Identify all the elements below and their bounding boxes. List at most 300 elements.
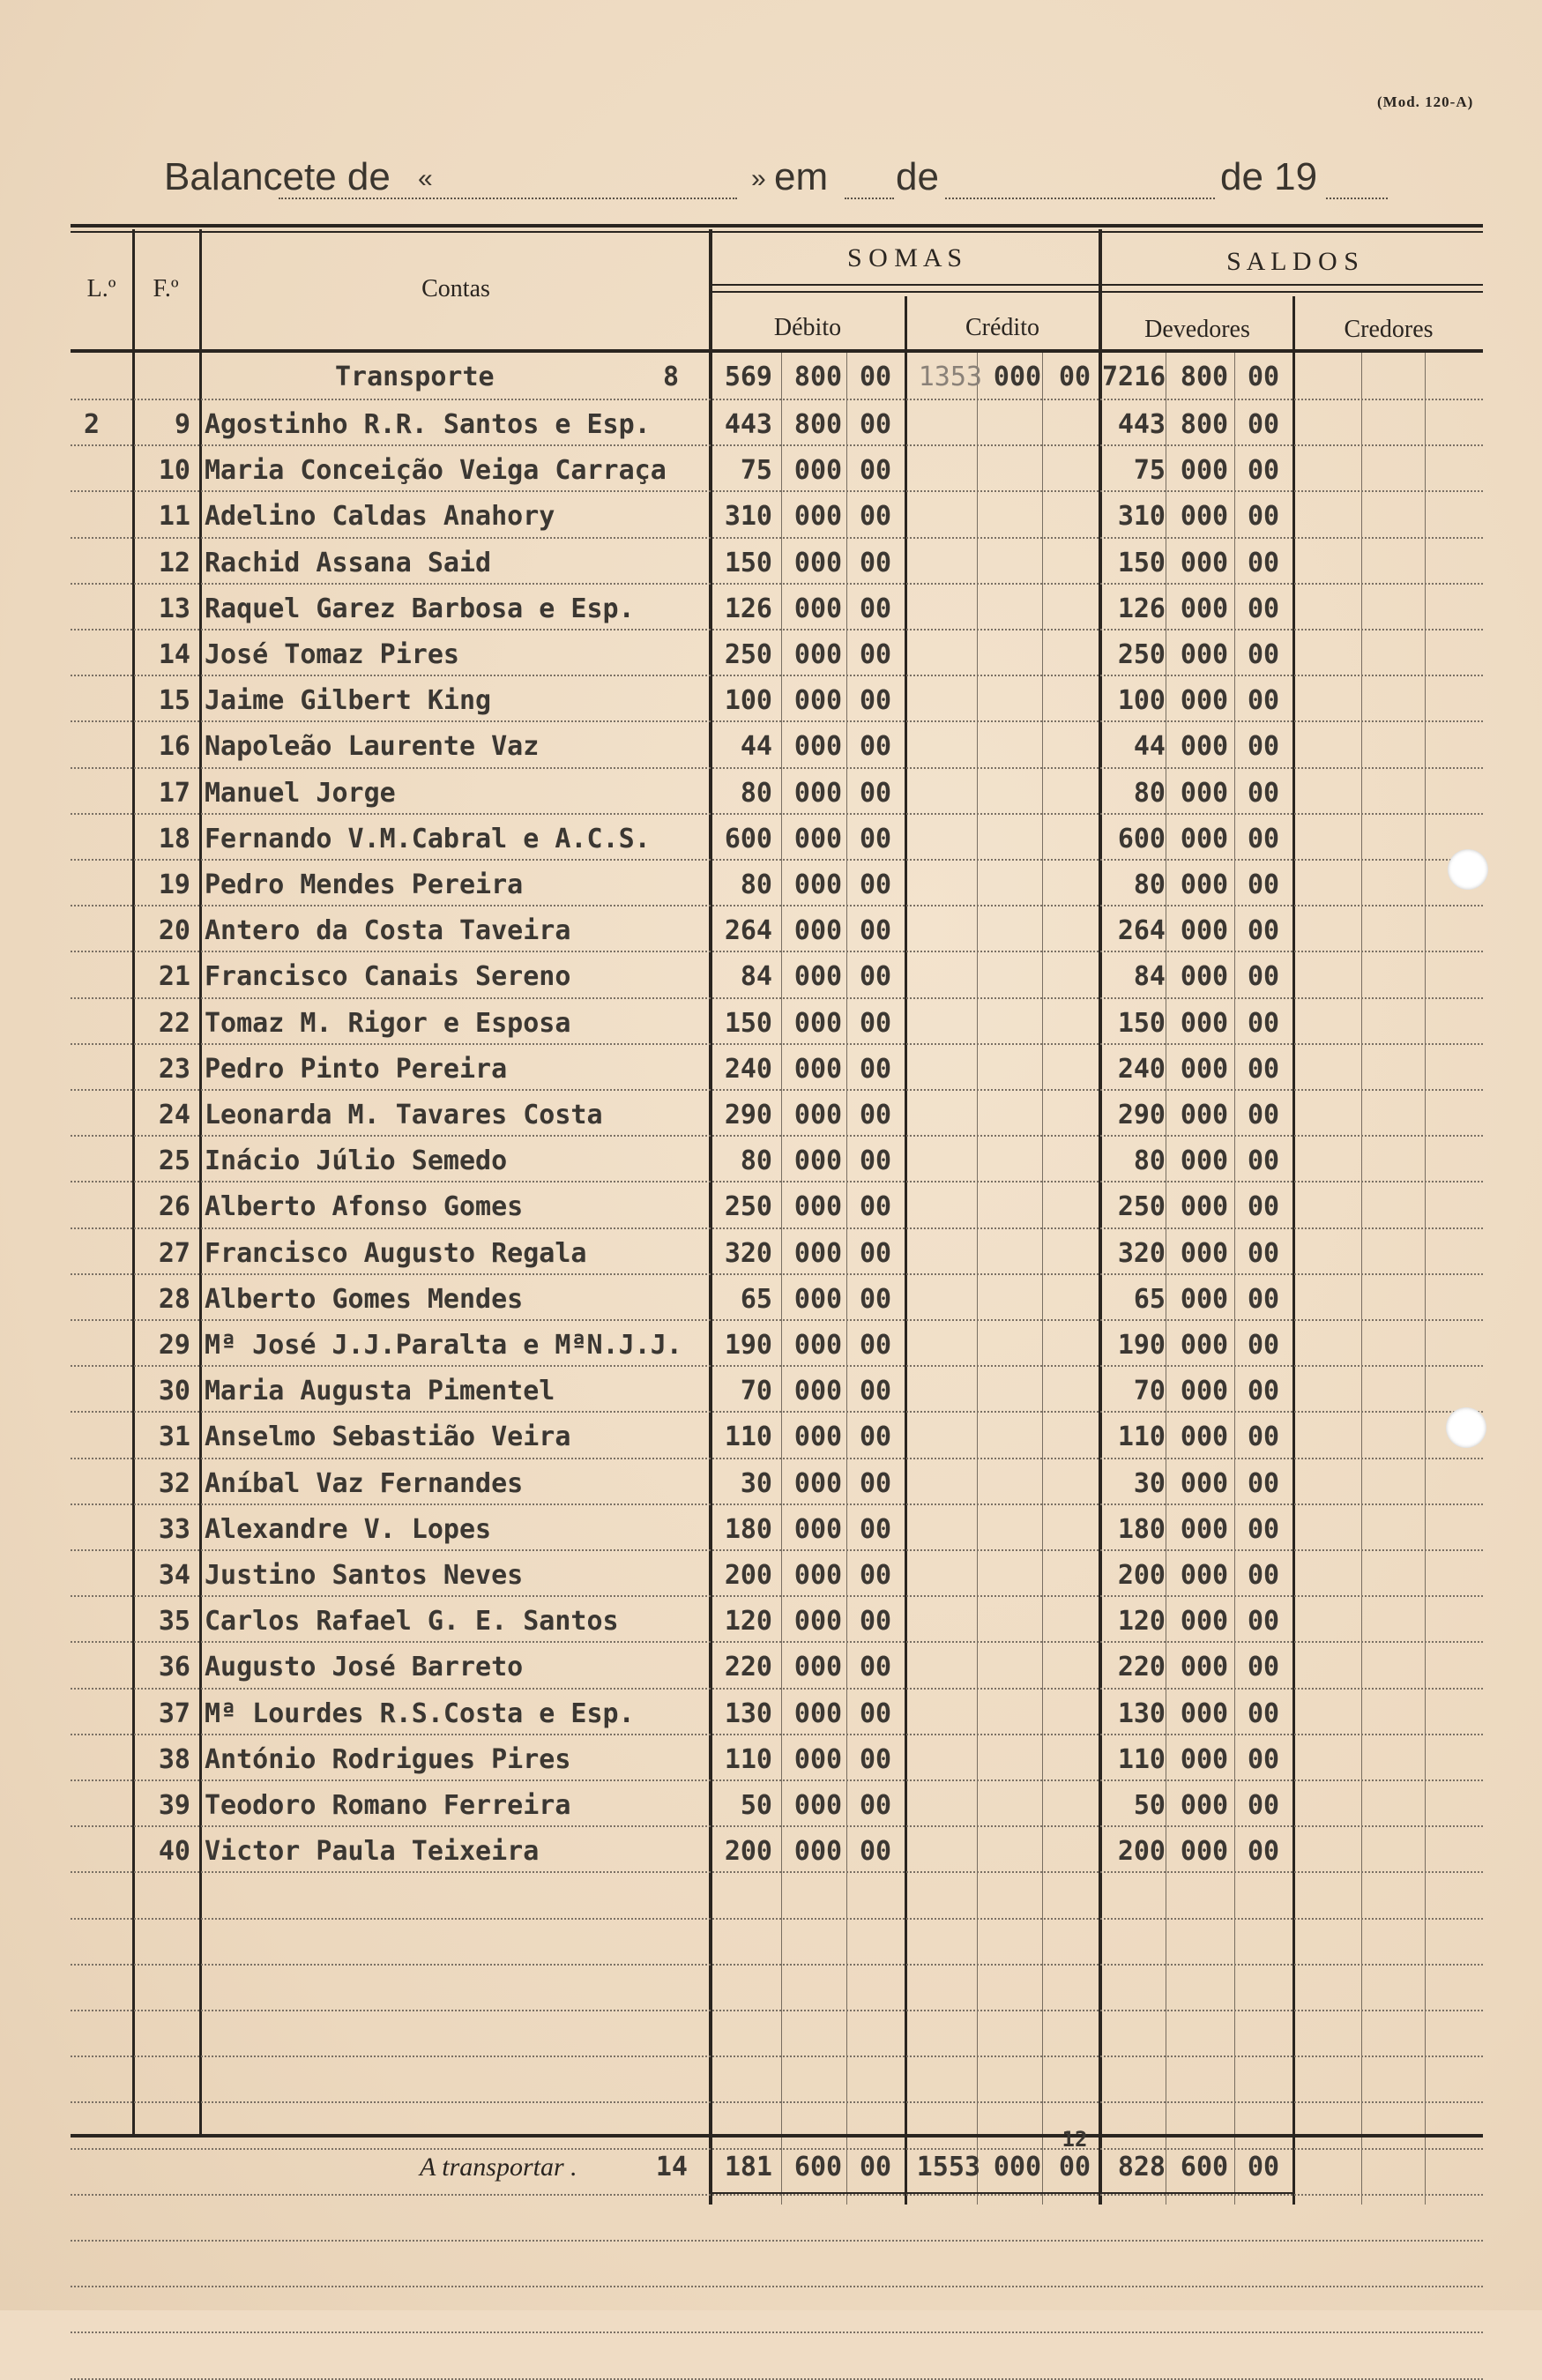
ledger-devedores-thousands: 44 [1133,731,1166,762]
ledger-row [0,1279,1542,1324]
ledger-devedores-cents: 00 [1247,639,1280,670]
ledger-devedores-thousands: 110 [1117,1421,1166,1452]
ledger-folio: 24 [158,1100,190,1130]
ledger-devedores-thousands: 50 [1133,1790,1166,1821]
ledger-folio: 20 [158,915,190,946]
ledger-debit-units: 000 [793,915,843,946]
ledger-devedores-thousands: 180 [1117,1514,1166,1545]
ledger-devedores-units: 000 [1180,593,1229,624]
ledger-row [0,1509,1542,1555]
ledger-folio: 36 [158,1652,190,1682]
title-prefix: Balancete de [164,155,391,198]
ledger-account: Maria Augusta Pimentel [205,1376,555,1406]
ledger-account: Pedro Pinto Pereira [205,1054,508,1085]
ledger-row [0,1233,1542,1279]
transport-credit-cents: 00 [1058,362,1091,392]
ledger-account: José Tomaz Pires [205,639,459,670]
title-blank-day[interactable] [845,198,894,199]
ledger-debit-units: 000 [793,1514,843,1545]
ledger-debit-thousands: 130 [724,1698,772,1729]
ledger-account: Francisco Augusto Regala [205,1238,587,1269]
footer-label: A transportar . [420,2152,577,2182]
ledger-devedores-units: 000 [1180,1790,1229,1821]
ledger-folio: 38 [158,1744,190,1775]
ledger-devedores-thousands: 80 [1133,1145,1166,1176]
header-somas: S O M A S [846,243,963,272]
row-rule [71,2286,1483,2287]
table-top-rule [71,224,1483,228]
footer-devedores-units: 600 [1180,2152,1229,2182]
ledger-devedores-cents: 00 [1247,1421,1280,1452]
ledger-debit-units: 000 [793,593,843,624]
title-open-quote: « [418,164,433,193]
ledger-debit-thousands: 250 [724,639,772,670]
ledger-devedores-units: 000 [1180,1238,1229,1269]
ledger-debit-cents: 00 [859,593,892,624]
ledger-debit-cents: 00 [859,915,892,946]
title-blank-month[interactable] [945,198,1215,199]
ledger-devedores-cents: 00 [1247,1330,1280,1361]
ledger-debit-cents: 00 [859,1376,892,1406]
ledger-debit-thousands: 65 [740,1284,772,1315]
ledger-debit-cents: 00 [859,548,892,578]
ledger-debit-cents: 00 [859,1514,892,1545]
ledger-devedores-thousands: 84 [1133,961,1166,992]
ledger-folio: 26 [158,1191,190,1222]
ledger-devedores-cents: 00 [1247,1376,1280,1406]
ledger-debit-units: 000 [793,1100,843,1130]
saldos-rule-2 [1102,291,1483,293]
header-lo: L.º [86,275,116,302]
ledger-row [0,542,1542,588]
title-blank-year[interactable] [1326,198,1388,199]
ledger-debit-cents: 00 [859,1560,892,1591]
transport-row [0,356,1542,402]
ledger-devedores-cents: 00 [1247,455,1280,486]
ledger-debit-thousands: 250 [724,1191,772,1222]
ledger-row [0,634,1542,680]
ledger-folio: 18 [158,824,190,854]
ledger-folio: 33 [158,1514,190,1545]
ledger-debit-units: 000 [793,1284,843,1315]
header-debito: Débito [773,314,842,341]
ledger-folio: 25 [158,1145,190,1176]
ledger-debit-cents: 00 [859,501,892,532]
header-credito: Crédito [965,314,1039,341]
ledger-row [0,1646,1542,1692]
ledger-devedores-thousands: 200 [1117,1836,1166,1867]
ledger-debit-thousands: 50 [740,1790,772,1821]
transport-devedores-thousands: 7216 [1102,362,1166,392]
ledger-devedores-cents: 00 [1247,1836,1280,1867]
ledger-devedores-thousands: 75 [1133,455,1166,486]
ledger-debit-cents: 00 [859,1238,892,1269]
ledger-debit-units: 000 [793,1238,843,1269]
ledger-debit-units: 000 [793,1744,843,1775]
ledger-row [0,1140,1542,1186]
ledger-folio: 10 [158,455,190,486]
row-rule [71,2240,1483,2242]
ledger-account: Mª José J.J.Paralta e MªN.J.J. [205,1330,682,1361]
ledger-account: António Rodrigues Pires [205,1744,571,1775]
ledger-devedores-units: 000 [1180,915,1229,946]
row-rule [71,2010,1483,2011]
ledger-devedores-thousands: 190 [1117,1330,1166,1361]
transport-devedores-cents: 00 [1247,362,1280,392]
ledger-debit-units: 000 [793,1790,843,1821]
ledger-row [0,818,1542,864]
title-close-quote: » [751,164,766,193]
ledger-devedores-thousands: 443 [1117,409,1166,440]
ledger-devedores-units: 000 [1180,1145,1229,1176]
ledger-debit-units: 000 [793,731,843,762]
saldos-rule [1102,284,1483,286]
ledger-debit-units: 000 [793,501,843,532]
header-contas: Contas [421,275,490,302]
ledger-devedores-units: 000 [1180,1560,1229,1591]
ledger-debit-thousands: 80 [740,778,772,809]
ledger-devedores-cents: 00 [1247,1100,1280,1130]
footer-num: 14 [655,2152,688,2182]
ledger-debit-thousands: 264 [724,915,772,946]
ledger-debit-cents: 00 [859,639,892,670]
ledger-debit-units: 000 [793,778,843,809]
ledger-row [0,1693,1542,1739]
ledger-devedores-units: 000 [1180,1652,1229,1682]
ledger-devedores-cents: 00 [1247,1790,1280,1821]
footer-bottom-rule [711,2192,1292,2194]
ledger-devedores-cents: 00 [1247,1284,1280,1315]
ledger-folio: 37 [158,1698,190,1729]
ledger-account: Aníbal Vaz Fernandes [205,1468,524,1499]
ledger-row [0,1186,1542,1232]
ledger-folio: 9 [174,409,190,440]
ledger-debit-cents: 00 [859,1744,892,1775]
ledger-folio: 35 [158,1606,190,1637]
header-fo: F.º [153,275,179,302]
header-credores: Credores [1344,316,1434,343]
ledger-debit-cents: 00 [859,869,892,900]
ledger-devedores-units: 000 [1180,1008,1229,1039]
ledger-account: Manuel Jorge [205,778,396,809]
somas-rule [711,284,1099,286]
ledger-account: Alberto Afonso Gomes [205,1191,524,1222]
ledger-debit-thousands: 80 [740,1145,772,1176]
ledger-folio: 29 [158,1330,190,1361]
ledger-devedores-cents: 00 [1247,1744,1280,1775]
ledger-devedores-thousands: 600 [1117,824,1166,854]
ledger-devedores-units: 000 [1180,548,1229,578]
ledger-devedores-thousands: 250 [1117,1191,1166,1222]
ledger-devedores-thousands: 126 [1117,593,1166,624]
ledger-debit-cents: 00 [859,685,892,716]
ledger-row [0,772,1542,818]
ledger-row [0,1094,1542,1140]
row-rule [71,2194,1483,2196]
ledger-devedores-units: 000 [1180,639,1229,670]
footer-credit-thousands: 1553 [916,2152,980,2182]
ledger-debit-thousands: 150 [724,548,772,578]
ledger-debit-cents: 00 [859,1652,892,1682]
ledger-folio: 12 [158,548,190,578]
ledger-debit-cents: 00 [859,1191,892,1222]
ledger-debit-units: 000 [793,1606,843,1637]
ledger-account: Antero da Costa Taveira [205,915,571,946]
ledger-debit-thousands: 220 [724,1652,772,1682]
ledger-devedores-cents: 00 [1247,409,1280,440]
ledger-debit-cents: 00 [859,824,892,854]
ledger-row [0,1003,1542,1048]
footer-credit-units: 000 [993,2152,1042,2182]
ledger-devedores-cents: 00 [1247,593,1280,624]
ledger-folio: 40 [158,1836,190,1867]
ledger-row [0,1048,1542,1094]
ledger-devedores-thousands: 110 [1117,1744,1166,1775]
ledger-devedores-thousands: 80 [1133,778,1166,809]
ledger-debit-units: 000 [793,1376,843,1406]
ledger-debit-units: 800 [793,409,843,440]
ledger-debit-thousands: 200 [724,1560,772,1591]
ledger-devedores-units: 000 [1180,1744,1229,1775]
ledger-devedores-units: 000 [1180,1284,1229,1315]
footer-credit-cents: 00 [1058,2152,1091,2182]
ledger-devedores-units: 000 [1180,1468,1229,1499]
ledger-debit-thousands: 100 [724,685,772,716]
ledger-account: Anselmo Sebastião Veira [205,1421,571,1452]
ledger-folio: 34 [158,1560,190,1591]
ledger-folio: 30 [158,1376,190,1406]
ledger-devedores-cents: 00 [1247,1560,1280,1591]
ledger-account: Alexandre V. Lopes [205,1514,492,1545]
ledger-debit-cents: 00 [859,1606,892,1637]
ledger-devedores-thousands: 320 [1117,1238,1166,1269]
ledger-devedores-units: 000 [1180,685,1229,716]
ledger-devedores-thousands: 220 [1117,1652,1166,1682]
ledger-devedores-cents: 00 [1247,961,1280,992]
ledger-row [0,1370,1542,1416]
ledger-devedores-units: 000 [1180,1698,1229,1729]
ledger-folio: 14 [158,639,190,670]
ledger-folio: 27 [158,1238,190,1269]
ledger-debit-thousands: 200 [724,1836,772,1867]
ledger-debit-units: 000 [793,1468,843,1499]
ledger-account: Pedro Mendes Pereira [205,869,524,900]
ledger-devedores-cents: 00 [1247,731,1280,762]
ledger-devedores-units: 000 [1180,869,1229,900]
title-blank-name[interactable] [279,198,737,199]
ledger-debit-cents: 00 [859,1330,892,1361]
ledger-debit-units: 000 [793,639,843,670]
ledger-row [0,1600,1542,1646]
ledger-debit-cents: 00 [859,1468,892,1499]
ledger-row [0,404,1542,450]
footer-top-rule [71,2134,1483,2138]
ledger-debit-thousands: 290 [724,1100,772,1130]
ledger-row [0,1416,1542,1462]
ledger-account: Jaime Gilbert King [205,685,492,716]
ledger-devedores-thousands: 65 [1133,1284,1166,1315]
ledger-devedores-thousands: 264 [1117,915,1166,946]
ledger-devedores-units: 000 [1180,778,1229,809]
ledger-devedores-thousands: 80 [1133,869,1166,900]
transport-debit-thousands: 569 [724,362,772,392]
ledger-devedores-cents: 00 [1247,778,1280,809]
ledger-debit-units: 000 [793,1652,843,1682]
ledger-debit-cents: 00 [859,455,892,486]
ledger-debit-thousands: 240 [724,1054,772,1085]
title-de: de [896,155,939,198]
transport-label: Transporte [335,362,495,392]
title-de-19: de 19 [1220,155,1318,198]
ledger-folio: 11 [158,501,190,532]
ledger-debit-units: 000 [793,1330,843,1361]
ledger-folio: 32 [158,1468,190,1499]
ledger-folio: 19 [158,869,190,900]
ledger-debit-thousands: 126 [724,593,772,624]
ledger-row [0,1739,1542,1785]
ledger-folio: 21 [158,961,190,992]
ledger-devedores-thousands: 200 [1117,1560,1166,1591]
ledger-row [0,588,1542,634]
ledger-devedores-units: 000 [1180,1836,1229,1867]
ledger-row [0,1831,1542,1876]
table-top-rule-thin [71,231,1483,233]
ledger-debit-cents: 00 [859,1145,892,1176]
header-devedores: Devedores [1144,316,1250,343]
ledger-debit-thousands: 310 [724,501,772,532]
ledger-devedores-thousands: 150 [1117,548,1166,578]
ledger-devedores-units: 000 [1180,1606,1229,1637]
row-rule [71,2101,1483,2103]
ledger-account: Napoleão Laurente Vaz [205,731,540,762]
ledger-account: Augusto José Barreto [205,1652,524,1682]
ledger-devedores-thousands: 100 [1117,685,1166,716]
ledger-debit-units: 000 [793,1054,843,1085]
ledger-debit-thousands: 44 [740,731,772,762]
ledger-devedores-units: 000 [1180,455,1229,486]
ledger-devedores-units: 000 [1180,1330,1229,1361]
transport-devedores-units: 800 [1180,362,1229,392]
ledger-account: Carlos Rafael G. E. Santos [205,1606,619,1637]
ledger-debit-cents: 00 [859,1698,892,1729]
ledger-folio: 28 [158,1284,190,1315]
transport-debit-cents: 00 [859,362,892,392]
ledger-devedores-units: 000 [1180,1376,1229,1406]
row-rule [71,2332,1483,2333]
ledger-account: Agostinho R.R. Santos e Esp. [205,409,651,440]
ledger-devedores-cents: 00 [1247,1008,1280,1039]
ledger-devedores-cents: 00 [1247,869,1280,900]
ledger-debit-cents: 00 [859,1100,892,1130]
ledger-account: Tomaz M. Rigor e Esposa [205,1008,571,1039]
ledger-debit-thousands: 320 [724,1238,772,1269]
ledger-debit-units: 000 [793,455,843,486]
ledger-devedores-thousands: 70 [1133,1376,1166,1406]
ledger-debit-thousands: 110 [724,1421,772,1452]
ledger-devedores-units: 000 [1180,1421,1229,1452]
ledger-folio: 23 [158,1054,190,1085]
footer-debit-units: 600 [793,2152,843,2182]
ledger-account: Justino Santos Neves [205,1560,524,1591]
ledger-folio: 17 [158,778,190,809]
ledger-folio: 16 [158,731,190,762]
transport-credit-units: 000 [993,362,1042,392]
ledger-row [0,1555,1542,1600]
ledger-row [0,1463,1542,1509]
ledger-row [0,1785,1542,1831]
ledger-row [0,496,1542,541]
ledger-debit-units: 000 [793,685,843,716]
ledger-devedores-cents: 00 [1247,1606,1280,1637]
ledger-debit-thousands: 75 [740,455,772,486]
ledger-devedores-units: 000 [1180,824,1229,854]
ledger-devedores-units: 000 [1180,501,1229,532]
ledger-devedores-units: 000 [1180,1054,1229,1085]
ledger-devedores-units: 000 [1180,1514,1229,1545]
ledger-debit-thousands: 600 [724,824,772,854]
ledger-row [0,956,1542,1002]
ledger-debit-cents: 00 [859,1790,892,1821]
ledger-devedores-cents: 00 [1247,1145,1280,1176]
ledger-debit-thousands: 80 [740,869,772,900]
footer-credit-note: 12 [1062,2127,1088,2152]
ledger-debit-units: 000 [793,548,843,578]
transport-debit-units: 800 [793,362,843,392]
ledger-account: Teodoro Romano Ferreira [205,1790,571,1821]
footer-devedores-cents: 00 [1247,2152,1280,2182]
ledger-devedores-cents: 00 [1247,824,1280,854]
ledger-debit-thousands: 150 [724,1008,772,1039]
ledger-row [0,1324,1542,1370]
form-code: (Mod. 120-A) [1377,93,1474,110]
ledger-devedores-units: 000 [1180,731,1229,762]
ledger-devedores-thousands: 130 [1117,1698,1166,1729]
ledger-debit-thousands: 443 [724,409,772,440]
ledger-debit-cents: 00 [859,1008,892,1039]
ledger-devedores-units: 000 [1180,961,1229,992]
ledger-account: Inácio Júlio Semedo [205,1145,508,1176]
header-saldos: S A L D O S [1226,247,1359,276]
footer-debit-cents: 00 [859,2152,892,2182]
ledger-account: Mª Lourdes R.S.Costa e Esp. [205,1698,635,1729]
ledger-devedores-cents: 00 [1247,1238,1280,1269]
ledger-debit-cents: 00 [859,961,892,992]
ledger-debit-cents: 00 [859,731,892,762]
ledger-devedores-cents: 00 [1247,1468,1280,1499]
footer-debit-thousands: 181 [724,2152,772,2182]
ledger-debit-units: 000 [793,1560,843,1591]
row-rule [71,1964,1483,1966]
ledger-debit-cents: 00 [859,778,892,809]
ledger-devedores-thousands: 120 [1117,1606,1166,1637]
ledger-account: Fernando V.M.Cabral e A.C.S. [205,824,651,854]
transport-num: 8 [662,362,679,392]
ledger-account: Leonarda M. Tavares Costa [205,1100,603,1130]
ledger-lo: 2 [83,409,101,440]
ledger-debit-units: 000 [793,1145,843,1176]
ledger-debit-thousands: 110 [724,1744,772,1775]
somas-rule-2 [711,291,1099,293]
ledger-debit-units: 000 [793,869,843,900]
ledger-debit-thousands: 190 [724,1330,772,1361]
footer-devedores-thousands: 828 [1117,2152,1166,2182]
ledger-devedores-units: 800 [1180,409,1229,440]
ledger-folio: 39 [158,1790,190,1821]
ledger-debit-cents: 00 [859,409,892,440]
ledger-devedores-cents: 00 [1247,1514,1280,1545]
transport-credit-thousands: 1353 [918,362,982,392]
ledger-folio: 22 [158,1008,190,1039]
